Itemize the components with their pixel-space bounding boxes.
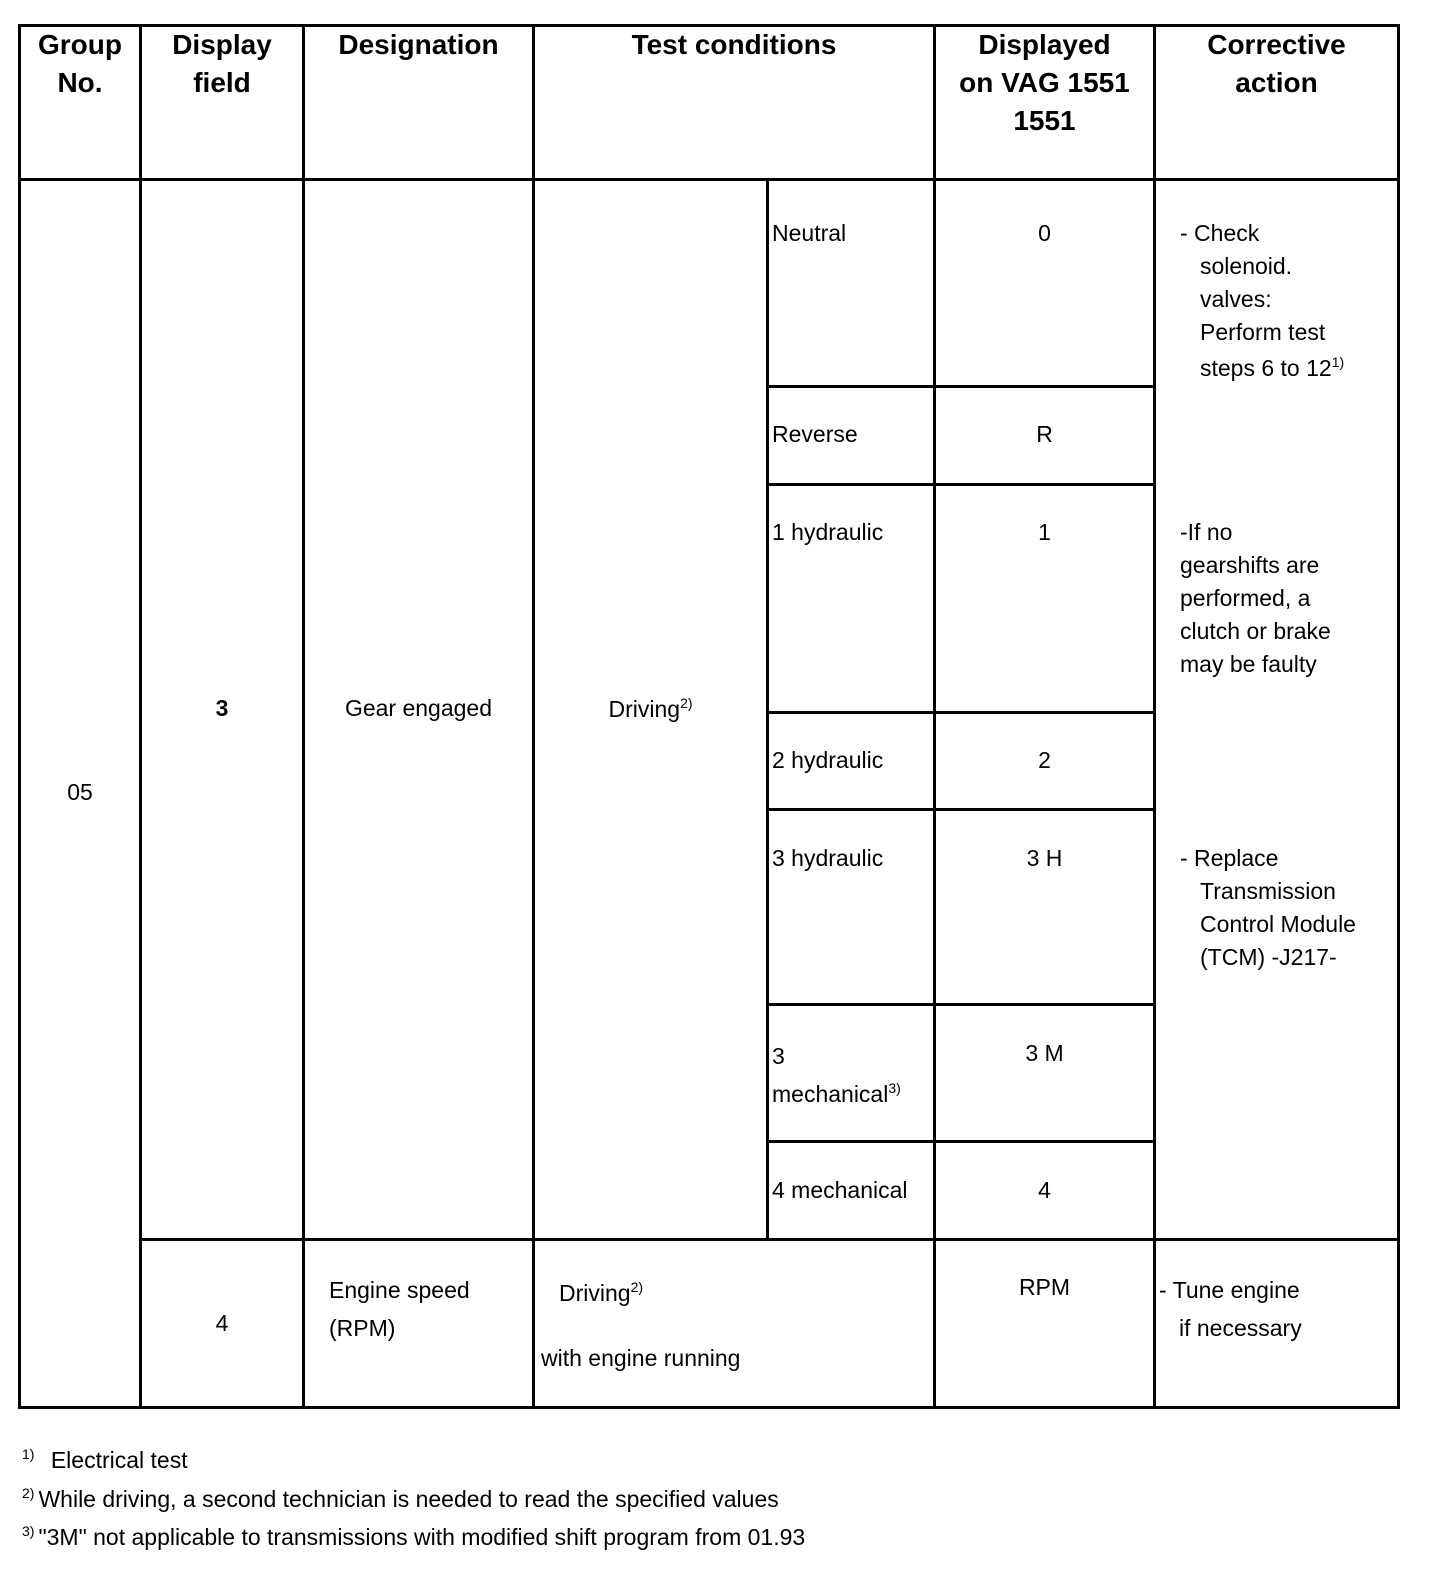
header-test-conditions-text: Test conditions <box>631 29 837 60</box>
action-line: - Replace <box>1180 845 1279 871</box>
action-line: valves: <box>1200 286 1272 312</box>
row3-test-condition-text: Driving <box>608 696 681 722</box>
header-group-no <box>21 26 139 102</box>
table-border-left <box>18 24 21 1409</box>
footnote <box>22 1522 805 1552</box>
header-corrective-action <box>1156 26 1397 102</box>
action-line: Transmission <box>1200 878 1336 904</box>
row3-test-condition <box>535 693 766 726</box>
header-designation-text: Designation <box>338 29 499 60</box>
action-line: solenoid. <box>1200 253 1293 279</box>
gear-condition: 2 hydraulic <box>772 747 884 773</box>
gear-display: 2 <box>1038 747 1051 773</box>
row4-top-border <box>139 1238 1400 1241</box>
gear-display: 4 <box>1038 1177 1051 1203</box>
column-divider <box>1153 24 1156 1409</box>
gear-divider <box>766 808 1154 811</box>
footnote-mark: 1) <box>22 1446 35 1462</box>
action-replace-tcm <box>1180 842 1356 974</box>
action-line-text: steps 6 to 12 <box>1200 355 1332 381</box>
gear-divider <box>766 1140 1154 1143</box>
header-corrective-line1: Corrective <box>1207 29 1346 60</box>
action-line <box>1180 349 1344 387</box>
gear-condition: Reverse <box>772 421 858 447</box>
action-line: if necessary <box>1179 1315 1302 1341</box>
header-test-conditions <box>535 26 933 64</box>
action-line: clutch or brake <box>1180 618 1331 644</box>
action-line: - Check <box>1180 220 1260 246</box>
header-group-no-line2: No. <box>57 67 103 98</box>
header-display-field <box>142 26 302 102</box>
footnote-text: While driving, a second technician is needed to read the specified values <box>38 1486 779 1512</box>
header-display-field-line2: field <box>193 67 251 98</box>
gear-display: 1 <box>1038 519 1051 545</box>
action-line: - Tune engine <box>1159 1277 1300 1303</box>
action-line: may be faulty <box>1180 651 1317 677</box>
header-designation <box>305 26 532 64</box>
gear-divider <box>766 385 1154 388</box>
footnote <box>22 1484 779 1514</box>
gear-condition: 4 mechanical <box>772 1177 908 1203</box>
header-displayed-line2: on VAG 1551 <box>959 67 1130 98</box>
footnote-mark: 2) <box>22 1485 35 1501</box>
header-corrective-line2: action <box>1235 67 1318 98</box>
group-number: 05 <box>67 779 93 805</box>
table-border-bottom <box>18 1406 1400 1409</box>
header-display-field-line1: Display <box>172 29 272 60</box>
action-check-solenoid <box>1180 217 1344 387</box>
row4-display: RPM <box>1018 1274 1071 1300</box>
footnote-ref: 3) <box>888 1080 901 1096</box>
footnote-ref: 2) <box>680 695 693 711</box>
footnote <box>22 1445 188 1475</box>
header-displayed-line3: 1551 <box>1013 105 1076 136</box>
action-line: -If no <box>1180 519 1233 545</box>
gear-condition <box>772 1037 901 1113</box>
row4-test-condition-text: Driving <box>559 1280 631 1306</box>
action-line: Control Module <box>1200 911 1356 937</box>
header-displayed-line1: Displayed <box>978 29 1111 60</box>
column-divider <box>766 178 769 1241</box>
action-line: performed, a <box>1180 585 1311 611</box>
row4-test-condition <box>559 1277 643 1310</box>
gear-condition-line1: 3 <box>772 1043 785 1069</box>
row4-designation <box>329 1271 470 1347</box>
header-displayed <box>936 26 1153 140</box>
gear-divider <box>766 711 1154 714</box>
table-border-right <box>1397 24 1400 1409</box>
footnote-mark: 3) <box>22 1523 35 1539</box>
gear-divider <box>766 483 1154 486</box>
action-no-gearshifts <box>1180 516 1331 681</box>
gear-condition: 1 hydraulic <box>772 519 884 545</box>
action-line: (TCM) -J217- <box>1200 944 1337 970</box>
row4-display-field: 4 <box>215 1310 229 1336</box>
row4-designation-line2: (RPM) <box>329 1315 396 1341</box>
footnote-text: Electrical test <box>50 1447 188 1473</box>
gear-condition: 3 hydraulic <box>772 845 884 871</box>
action-line: gearshifts are <box>1180 552 1320 578</box>
row3-display-field: 3 <box>215 695 229 721</box>
row3-designation: Gear engaged <box>344 695 493 721</box>
footnote-ref: 2) <box>630 1279 644 1295</box>
gear-display: 0 <box>1038 220 1051 246</box>
header-bottom-border <box>18 178 1400 181</box>
row4-test-condition2: with engine running <box>541 1345 741 1371</box>
action-line: Perform test <box>1200 319 1326 345</box>
gear-condition-line2 <box>772 1075 901 1113</box>
footnote-ref: 1) <box>1331 354 1345 370</box>
gear-condition: Neutral <box>772 220 847 246</box>
gear-display: 3 H <box>1026 845 1063 871</box>
gear-divider <box>766 1003 1154 1006</box>
gear-display: 3 M <box>1025 1040 1064 1066</box>
row4-designation-line1: Engine speed <box>329 1277 470 1303</box>
row4-action <box>1159 1271 1302 1347</box>
gear-condition-line2-text: mechanical <box>772 1081 889 1107</box>
header-group-no-line1: Group <box>38 29 122 60</box>
footnote-text: "3M" not applicable to transmissions with modified shift program from 01.93 <box>38 1524 806 1550</box>
gear-display: R <box>1036 421 1053 447</box>
